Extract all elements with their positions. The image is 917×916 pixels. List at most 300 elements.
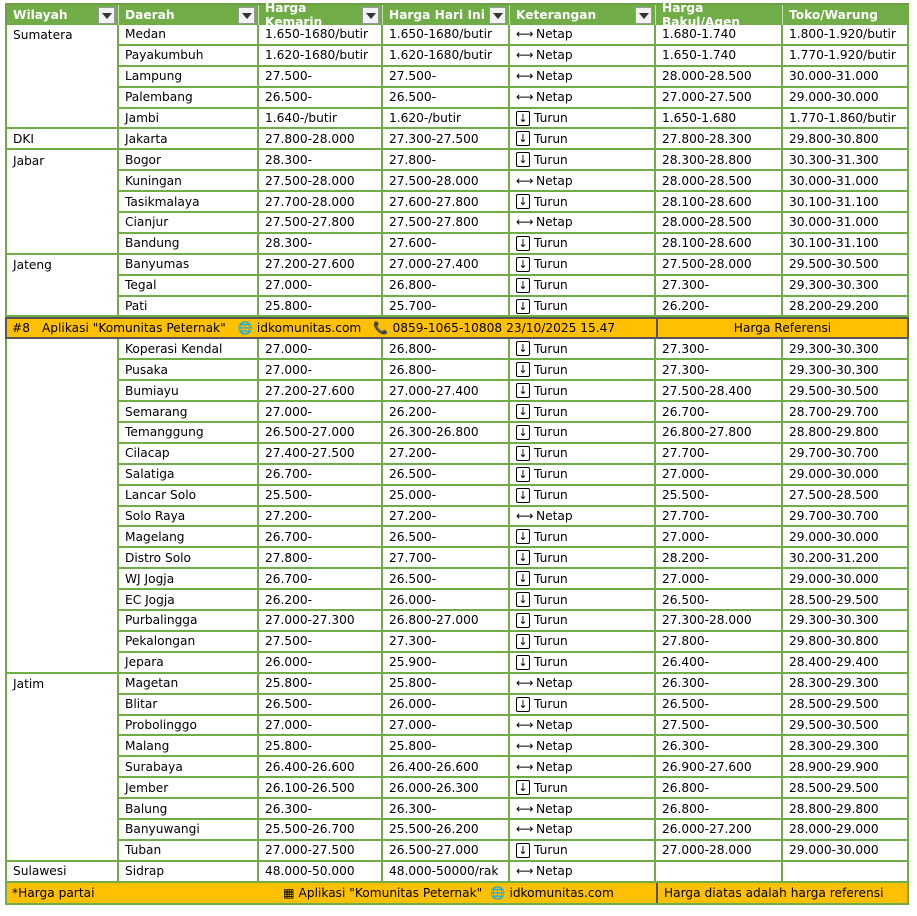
cell-wilayah xyxy=(7,129,119,150)
cell-text: 28.500-29.500 xyxy=(789,592,879,607)
down-arrow-box-icon: ↓ xyxy=(516,488,530,503)
cell-text: 27.500- xyxy=(389,69,437,84)
table-row xyxy=(5,862,909,883)
cell-bakul xyxy=(656,297,783,318)
cell-text: Turun xyxy=(534,592,568,607)
cell-text: 27.200- xyxy=(265,509,313,524)
filter-dropdown-icon[interactable] xyxy=(489,7,506,24)
table-row xyxy=(5,339,909,360)
cell-toko xyxy=(783,548,907,569)
cell-text: 28.300-28.800 xyxy=(662,152,752,167)
cell-text: 25.800- xyxy=(265,676,313,691)
table-row xyxy=(5,590,909,611)
footer-note: *Harga partai xyxy=(12,885,95,900)
cell-text: Netap xyxy=(536,717,573,732)
cell-text: Netap xyxy=(536,215,573,230)
cell-toko xyxy=(783,841,907,862)
left-right-arrow-icon: ⟷ xyxy=(516,215,534,230)
band-left xyxy=(7,319,656,337)
down-arrow-box-icon: ↓ xyxy=(516,362,530,377)
table-row xyxy=(5,213,909,234)
cell-text: Bandung xyxy=(125,236,180,251)
cell-text: 26.800- xyxy=(389,278,437,293)
cell-bakul xyxy=(656,381,783,402)
cell-hari-ini xyxy=(383,548,510,569)
cell-toko xyxy=(783,339,907,360)
cell-hari-ini xyxy=(383,674,510,695)
cell-wilayah xyxy=(7,67,119,88)
down-arrow-box-icon: ↓ xyxy=(516,383,530,398)
cell-wilayah xyxy=(7,25,119,46)
cell-daerah xyxy=(119,234,259,255)
down-arrow-box-icon: ↓ xyxy=(516,299,530,314)
cell-text: 25.500-26.700 xyxy=(265,822,355,837)
cell-text: 29.300-30.300 xyxy=(789,278,879,293)
cell-text: 29.800-30.800 xyxy=(789,634,879,649)
cell-text: 27.300- xyxy=(662,362,710,377)
left-right-arrow-icon: ⟷ xyxy=(516,738,534,753)
cell-text: Jakarta xyxy=(125,131,168,146)
cell-text: 26.900-27.600 xyxy=(662,759,752,774)
cell-daerah xyxy=(119,171,259,192)
cell-text: Bumiayu xyxy=(125,383,179,398)
cell-kemarin xyxy=(259,716,383,737)
cell-text: Solo Raya xyxy=(125,509,186,524)
table-body-top xyxy=(5,25,909,317)
table-row xyxy=(5,569,909,590)
cell-text: 48.000-50.000 xyxy=(265,864,355,879)
cell-kemarin xyxy=(259,339,383,360)
cell-wilayah xyxy=(7,507,119,528)
down-arrow-box-icon: ↓ xyxy=(516,550,530,565)
cell-text: 28.200- xyxy=(662,550,710,565)
cell-wilayah xyxy=(7,736,119,757)
cell-toko xyxy=(783,736,907,757)
left-right-arrow-icon: ⟷ xyxy=(516,801,534,816)
cell-toko xyxy=(783,402,907,423)
cell-hari-ini xyxy=(383,234,510,255)
cell-text: 27.500-28.500 xyxy=(789,488,879,503)
filter-dropdown-icon[interactable] xyxy=(635,7,652,24)
cell-text: Jambi xyxy=(125,111,160,125)
cell-toko xyxy=(783,653,907,674)
cell-daerah xyxy=(119,255,259,276)
cell-text: 27.000- xyxy=(265,404,313,419)
cell-text: Pusaka xyxy=(125,362,168,377)
cell-toko xyxy=(783,611,907,632)
band-number: #8 xyxy=(12,321,30,336)
cell-text: Sidrap xyxy=(125,864,165,879)
cell-text: Turun xyxy=(534,634,568,649)
cell-text: Turun xyxy=(534,278,568,293)
cell-text: Turun xyxy=(534,383,568,398)
table-row xyxy=(5,716,909,737)
down-arrow-box-icon: ↓ xyxy=(516,278,530,293)
table-row xyxy=(5,444,909,465)
cell-kemarin xyxy=(259,444,383,465)
cell-text: 1.650-1.680 xyxy=(662,111,737,125)
cell-text: Blitar xyxy=(125,697,158,712)
cell-ket xyxy=(510,486,656,507)
cell-daerah xyxy=(119,381,259,402)
cell-text: 28.900-29.900 xyxy=(789,759,879,774)
cell-daerah xyxy=(119,799,259,820)
cell-text: 27.700- xyxy=(389,550,437,565)
cell-toko xyxy=(783,109,907,130)
watermark-band xyxy=(5,317,909,339)
cell-text: 1.620-1680/butir xyxy=(389,48,493,63)
cell-kemarin xyxy=(259,234,383,255)
cell-text: Turun xyxy=(534,111,568,125)
table-row xyxy=(5,674,909,695)
cell-text: Medan xyxy=(125,27,166,42)
cell-toko xyxy=(783,46,907,67)
left-right-arrow-icon: ⟷ xyxy=(516,90,534,105)
cell-text: 27.300-27.500 xyxy=(389,131,479,146)
cell-text: 30.300-31.300 xyxy=(789,152,879,167)
cell-text: 27.700- xyxy=(662,446,710,461)
down-arrow-box-icon: ↓ xyxy=(516,111,530,126)
cell-text: Netap xyxy=(536,759,573,774)
cell-text: 28.800-29.800 xyxy=(789,425,879,440)
down-arrow-box-icon: ↓ xyxy=(516,257,530,272)
cell-kemarin xyxy=(259,569,383,590)
cell-ket xyxy=(510,465,656,486)
cell-daerah xyxy=(119,276,259,297)
cell-kemarin xyxy=(259,255,383,276)
left-right-arrow-icon: ⟷ xyxy=(516,48,534,63)
cell-text: Tuban xyxy=(125,843,162,858)
cell-kemarin xyxy=(259,150,383,171)
cell-text: Probolinggo xyxy=(125,717,197,732)
cell-text: 26.300-26.800 xyxy=(389,425,479,440)
cell-kemarin xyxy=(259,88,383,109)
cell-text: 27.500- xyxy=(265,634,313,649)
down-arrow-box-icon: ↓ xyxy=(516,404,530,419)
cell-toko xyxy=(783,527,907,548)
cell-text: 27.500-28.000 xyxy=(265,173,355,188)
cell-text: 30.000-31.000 xyxy=(789,173,879,188)
cell-text: 27.000-27.500 xyxy=(265,843,355,858)
table-row xyxy=(5,820,909,841)
cell-kemarin xyxy=(259,171,383,192)
cell-wilayah xyxy=(7,653,119,674)
cell-bakul xyxy=(656,46,783,67)
cell-daerah xyxy=(119,507,259,528)
cell-text: 27.200- xyxy=(389,509,437,524)
cell-text: Turun xyxy=(534,529,568,544)
cell-kemarin xyxy=(259,695,383,716)
cell-text: WJ Jogja xyxy=(125,571,175,586)
cell-kemarin xyxy=(259,109,383,130)
cell-text: 27.500-28.000 xyxy=(389,173,479,188)
cell-bakul xyxy=(656,171,783,192)
cell-wilayah xyxy=(7,757,119,778)
cell-toko xyxy=(783,360,907,381)
cell-bakul xyxy=(656,736,783,757)
cell-ket xyxy=(510,171,656,192)
cell-ket xyxy=(510,527,656,548)
table-row xyxy=(5,402,909,423)
table-row xyxy=(5,548,909,569)
band-app-name: Aplikasi "Komunitas Peternak" xyxy=(41,321,226,336)
cell-text: 28.300- xyxy=(265,236,313,251)
cell-text: 26.300- xyxy=(662,676,710,691)
cell-text: Netap xyxy=(536,822,573,837)
cell-bakul xyxy=(656,632,783,653)
band-phone-text: 0859-1065-10808 xyxy=(392,321,503,336)
cell-kemarin xyxy=(259,465,383,486)
cell-ket xyxy=(510,46,656,67)
cell-text: 25.500- xyxy=(265,488,313,503)
cell-toko xyxy=(783,507,907,528)
cell-text: 28.300- xyxy=(265,152,313,167)
cell-hari-ini xyxy=(383,381,510,402)
cell-hari-ini xyxy=(383,778,510,799)
filter-dropdown-icon[interactable] xyxy=(98,7,115,24)
cell-text: 27.800- xyxy=(662,634,710,649)
cell-toko xyxy=(783,590,907,611)
cell-text: 27.800-28.300 xyxy=(662,131,752,146)
cell-hari-ini xyxy=(383,297,510,318)
cell-kemarin xyxy=(259,402,383,423)
cell-hari-ini xyxy=(383,213,510,234)
header-wilayah xyxy=(7,5,119,25)
cell-wilayah xyxy=(7,632,119,653)
cell-kemarin xyxy=(259,297,383,318)
cell-text: 27.600- xyxy=(389,236,437,251)
cell-toko xyxy=(783,569,907,590)
cell-ket xyxy=(510,25,656,46)
cell-bakul xyxy=(656,360,783,381)
cell-text: Turun xyxy=(534,655,568,670)
cell-text: Turun xyxy=(534,571,568,586)
cell-text: 1.650-1680/butir xyxy=(265,27,369,42)
cell-hari-ini xyxy=(383,360,510,381)
header-label: Harga Hari Ini xyxy=(389,8,485,22)
cell-bakul xyxy=(656,862,783,883)
cell-text: Turun xyxy=(534,131,568,146)
cell-daerah xyxy=(119,695,259,716)
cell-text: 25.500-26.200 xyxy=(389,822,479,837)
cell-text: 26.000- xyxy=(265,655,313,670)
filter-dropdown-icon[interactable] xyxy=(238,7,255,24)
header-hari-ini xyxy=(383,5,510,25)
cell-text: 26.300- xyxy=(389,801,437,816)
cell-text: 28.000-28.500 xyxy=(662,173,752,188)
cell-text: 26.800- xyxy=(662,780,710,795)
cell-wilayah xyxy=(7,109,119,130)
cell-kemarin xyxy=(259,381,383,402)
left-right-arrow-icon: ⟷ xyxy=(516,69,534,84)
cell-text: 26.000- xyxy=(389,592,437,607)
cell-text: 1.650-1.740 xyxy=(662,48,737,63)
cell-daerah xyxy=(119,109,259,130)
cell-text: 26.500- xyxy=(662,592,710,607)
cell-text: 26.400-26.600 xyxy=(265,759,355,774)
cell-text: Turun xyxy=(534,697,568,712)
header-label: Harga Bakul/Agen xyxy=(662,1,741,29)
cell-text: 26.800-27.000 xyxy=(389,613,479,628)
header-bakul xyxy=(656,1,783,29)
cell-wilayah xyxy=(7,150,119,171)
cell-text: 28.200-29.200 xyxy=(789,299,879,314)
left-right-arrow-icon: ⟷ xyxy=(516,173,534,188)
cell-daerah xyxy=(119,548,259,569)
cell-bakul xyxy=(656,423,783,444)
cell-text: Purbalingga xyxy=(125,613,198,628)
cell-text: 27.700-28.000 xyxy=(265,194,355,209)
cell-hari-ini xyxy=(383,653,510,674)
cell-ket xyxy=(510,360,656,381)
cell-toko xyxy=(783,150,907,171)
cell-toko xyxy=(783,820,907,841)
cell-ket xyxy=(510,548,656,569)
cell-bakul xyxy=(656,757,783,778)
cell-toko xyxy=(783,799,907,820)
cell-wilayah xyxy=(7,192,119,213)
cell-toko xyxy=(783,632,907,653)
cell-daerah xyxy=(119,527,259,548)
cell-text: 26.500-27.000 xyxy=(389,843,479,858)
cell-text: 26.500- xyxy=(265,90,313,105)
cell-ket xyxy=(510,716,656,737)
cell-daerah xyxy=(119,569,259,590)
cell-ket xyxy=(510,150,656,171)
cell-text: Jateng xyxy=(13,258,52,273)
cell-ket xyxy=(510,192,656,213)
cell-ket xyxy=(510,736,656,757)
header-label: Keterangan xyxy=(516,8,597,22)
cell-text: 28.100-28.600 xyxy=(662,194,752,209)
cell-text: Netap xyxy=(536,48,573,63)
cell-wilayah xyxy=(7,695,119,716)
down-arrow-box-icon: ↓ xyxy=(516,467,530,482)
cell-text: 27.500-28.400 xyxy=(662,383,752,398)
cell-bakul xyxy=(656,695,783,716)
cell-wilayah xyxy=(7,590,119,611)
cell-text: 1.620-1680/butir xyxy=(265,48,369,63)
cell-hari-ini xyxy=(383,255,510,276)
down-arrow-box-icon: ↓ xyxy=(516,529,530,544)
cell-hari-ini xyxy=(383,736,510,757)
cell-daerah xyxy=(119,150,259,171)
cell-text: Cianjur xyxy=(125,215,169,230)
cell-text: Turun xyxy=(534,488,568,503)
cell-text: Malang xyxy=(125,738,170,753)
cell-text: Magelang xyxy=(125,529,185,544)
cell-bakul xyxy=(656,402,783,423)
cell-text: Netap xyxy=(536,864,573,879)
cell-text: 26.500- xyxy=(389,90,437,105)
cell-daerah xyxy=(119,736,259,757)
cell-hari-ini xyxy=(383,465,510,486)
cell-text: 27.600-27.800 xyxy=(389,194,479,209)
cell-text: 28.300-29.300 xyxy=(789,738,879,753)
cell-text: 1.800-1.920/butir xyxy=(789,27,896,42)
table-row xyxy=(5,841,909,862)
cell-text: 27.300- xyxy=(389,634,437,649)
cell-ket xyxy=(510,297,656,318)
footer-right-note: Harga diatas adalah harga referensi xyxy=(656,883,907,903)
left-right-arrow-icon: ⟷ xyxy=(516,759,534,774)
cell-toko xyxy=(783,213,907,234)
cell-text: 27.000-27.300 xyxy=(265,613,355,628)
cell-bakul xyxy=(656,548,783,569)
down-arrow-box-icon: ↓ xyxy=(516,571,530,586)
cell-wilayah xyxy=(7,841,119,862)
cell-text: 29.000-30.000 xyxy=(789,843,879,858)
cell-wilayah xyxy=(7,213,119,234)
cell-text: 27.800- xyxy=(265,550,313,565)
cell-bakul xyxy=(656,339,783,360)
cell-wilayah xyxy=(7,569,119,590)
cell-kemarin xyxy=(259,820,383,841)
cell-text: Jabar xyxy=(13,153,45,168)
cell-text: Lampung xyxy=(125,69,183,84)
cell-daerah xyxy=(119,611,259,632)
cell-text: 27.300- xyxy=(662,278,710,293)
cell-ket xyxy=(510,757,656,778)
cell-toko xyxy=(783,192,907,213)
cell-wilayah xyxy=(7,444,119,465)
cell-daerah xyxy=(119,590,259,611)
cell-ket xyxy=(510,674,656,695)
table-row xyxy=(5,736,909,757)
cell-hari-ini xyxy=(383,507,510,528)
cell-text: 27.000- xyxy=(265,717,313,732)
cell-ket xyxy=(510,653,656,674)
cell-bakul xyxy=(656,527,783,548)
cell-text: 30.100-31.100 xyxy=(789,194,879,209)
cell-text: 27.000-27.500 xyxy=(662,90,752,105)
cell-wilayah xyxy=(7,234,119,255)
cell-toko xyxy=(783,276,907,297)
cell-text: 26.000- xyxy=(389,697,437,712)
filter-dropdown-icon[interactable] xyxy=(362,7,379,24)
cell-hari-ini xyxy=(383,841,510,862)
cell-kemarin xyxy=(259,778,383,799)
cell-kemarin xyxy=(259,548,383,569)
cell-text: 26.000-26.300 xyxy=(389,780,479,795)
cell-text: 29.300-30.300 xyxy=(789,362,879,377)
down-arrow-box-icon: ↓ xyxy=(516,194,530,209)
cell-toko xyxy=(783,716,907,737)
table-row xyxy=(5,150,909,171)
cell-ket xyxy=(510,569,656,590)
cell-text: Netap xyxy=(536,509,573,524)
cell-daerah xyxy=(119,465,259,486)
cell-kemarin xyxy=(259,360,383,381)
cell-text: 27.700- xyxy=(662,509,710,524)
left-right-arrow-icon: ⟷ xyxy=(516,509,534,524)
left-right-arrow-icon: ⟷ xyxy=(516,676,534,691)
table-row xyxy=(5,255,909,276)
down-arrow-box-icon: ↓ xyxy=(516,341,530,356)
table-row xyxy=(5,778,909,799)
cell-daerah xyxy=(119,25,259,46)
cell-text: 27.000- xyxy=(389,717,437,732)
phone-icon: 📞 xyxy=(373,321,389,336)
cell-text: 29.000-30.000 xyxy=(789,571,879,586)
table-row xyxy=(5,527,909,548)
cell-daerah xyxy=(119,297,259,318)
cell-bakul xyxy=(656,213,783,234)
cell-wilayah xyxy=(7,402,119,423)
down-arrow-box-icon: ↓ xyxy=(516,613,530,628)
table-row xyxy=(5,171,909,192)
cell-wilayah xyxy=(7,799,119,820)
